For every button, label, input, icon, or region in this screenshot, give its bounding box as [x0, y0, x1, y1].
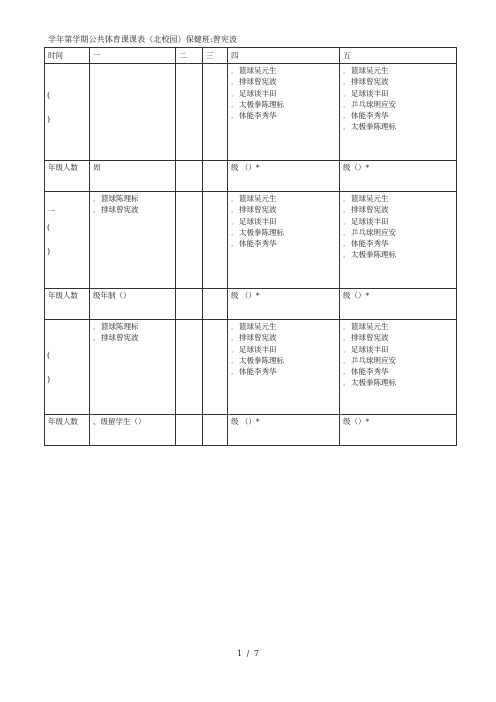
count-day-3: [203, 161, 228, 192]
course-item: ． 体能李秀华: [343, 110, 453, 121]
cell-day-3: [203, 320, 228, 415]
period-row-3: [45, 320, 457, 415]
course-item: ． 足球谈丰田: [231, 216, 336, 227]
cell-day-5: [340, 64, 457, 161]
course-item: ． 排球曾宪波: [343, 76, 453, 87]
period-mark: ): [47, 375, 51, 384]
course-item: ． 排球曾宪波: [231, 76, 336, 87]
cell-day-2: [176, 192, 203, 289]
header-day-4: 四: [228, 48, 340, 64]
course-item: ． 太极拳陈理标: [231, 99, 336, 110]
page-title: 学年第学期公共体育课课表（北校园）保健班:曾宪波: [48, 35, 238, 44]
period-row-1: [45, 64, 457, 161]
cell-day-4: [228, 64, 340, 161]
cell-day-4: [228, 320, 340, 415]
header-day-2: 二: [176, 48, 203, 64]
count-day-1: 周: [90, 161, 176, 192]
count-day-4: 级 （）*: [228, 415, 340, 446]
course-item: ． 乒乓球明应安: [343, 227, 453, 238]
period-mark: (: [47, 351, 51, 360]
course-item: ． 排球曾宪波: [343, 204, 453, 215]
count-row-2: [45, 289, 457, 320]
period-mark: 一: [47, 207, 55, 216]
count-day-5: 级（）*: [340, 161, 457, 192]
course-item: ． 太极拳陈理标: [231, 355, 336, 366]
cell-day-5: [340, 192, 457, 289]
course-item: ． 篮球吴元生: [231, 193, 336, 204]
course-item: ． 体能李秀华: [231, 366, 336, 377]
count-day-1: 级年制（）: [90, 289, 176, 320]
course-item: ． 排球曾宪波: [231, 204, 336, 215]
cell-day-3: [203, 192, 228, 289]
count-day-5: 级（）*: [340, 415, 457, 446]
period-label: [45, 192, 90, 289]
count-day-2: [176, 161, 203, 192]
course-item: ． 足球谈丰田: [231, 88, 336, 99]
count-day-4: 级 （）*: [228, 161, 340, 192]
course-item: ． 太极拳陈理标: [343, 249, 453, 260]
count-label: 年级人数: [45, 289, 90, 320]
page-number: 1 / 7: [237, 649, 259, 658]
course-item: ． 太极拳陈理标: [343, 377, 453, 388]
course-item: ． 排球曾宪波: [231, 332, 336, 343]
course-item: ． 篮球吴元生: [343, 65, 453, 76]
course-item: ． 篮球陈理标: [93, 193, 172, 204]
header-day-3: 三: [203, 48, 228, 64]
header-day-1: 一: [90, 48, 176, 64]
course-item: ． 篮球吴元生: [343, 321, 453, 332]
cell-day-1: [90, 64, 176, 161]
period-label: [45, 64, 90, 161]
course-item: ． 足球谈丰田: [343, 344, 453, 355]
period-mark: ): [47, 247, 51, 256]
course-item: ． 体能李秀华: [231, 238, 336, 249]
cell-day-4: [228, 192, 340, 289]
count-day-3: [203, 289, 228, 320]
count-day-3: [203, 415, 228, 446]
course-item: ． 太极拳陈理标: [231, 227, 336, 238]
course-item: ． 排球曾宪波: [93, 332, 172, 343]
count-day-5: 级（）*: [340, 289, 457, 320]
period-row-2: [45, 192, 457, 289]
cell-day-1: [90, 192, 176, 289]
course-item: ． 篮球陈理标: [93, 321, 172, 332]
period-label: [45, 320, 90, 415]
count-row-3: [45, 415, 457, 446]
cell-day-3: [203, 64, 228, 161]
course-item: ． 足球谈丰田: [343, 216, 453, 227]
course-item: ． 乒乓球明应安: [343, 99, 453, 110]
header-row: [45, 48, 457, 64]
period-mark: (: [47, 91, 51, 100]
course-item: ． 排球曾宪波: [343, 332, 453, 343]
period-mark: (: [47, 223, 51, 232]
course-item: ． 乒乓球明应安: [343, 355, 453, 366]
course-item: ． 体能李秀华: [343, 238, 453, 249]
count-day-2: [176, 415, 203, 446]
course-item: ． 足球谈丰田: [343, 88, 453, 99]
course-item: ． 篮球吴元生: [231, 65, 336, 76]
count-label: 年级人数: [45, 161, 90, 192]
period-mark: ): [47, 115, 51, 124]
course-item: ． 太极拳陈理标: [343, 121, 453, 132]
header-day-5: 五: [340, 48, 457, 64]
course-item: ． 篮球吴元生: [231, 321, 336, 332]
cell-day-2: [176, 64, 203, 161]
cell-day-2: [176, 320, 203, 415]
count-day-4: 级 （）*: [228, 289, 340, 320]
course-item: ． 篮球吴元生: [343, 193, 453, 204]
course-item: ． 足球谈丰田: [231, 344, 336, 355]
course-item: ． 体能李秀华: [231, 110, 336, 121]
header-time: 时间: [45, 48, 90, 64]
count-day-1: 、级留学生（）: [90, 415, 176, 446]
course-item: ． 体能李秀华: [343, 366, 453, 377]
cell-day-1: [90, 320, 176, 415]
cell-day-5: [340, 320, 457, 415]
course-item: ． 排球曾宪波: [93, 204, 172, 215]
count-day-2: [176, 289, 203, 320]
schedule-table: [44, 47, 457, 446]
count-row-1: [45, 161, 457, 192]
count-label: 年级人数: [45, 415, 90, 446]
